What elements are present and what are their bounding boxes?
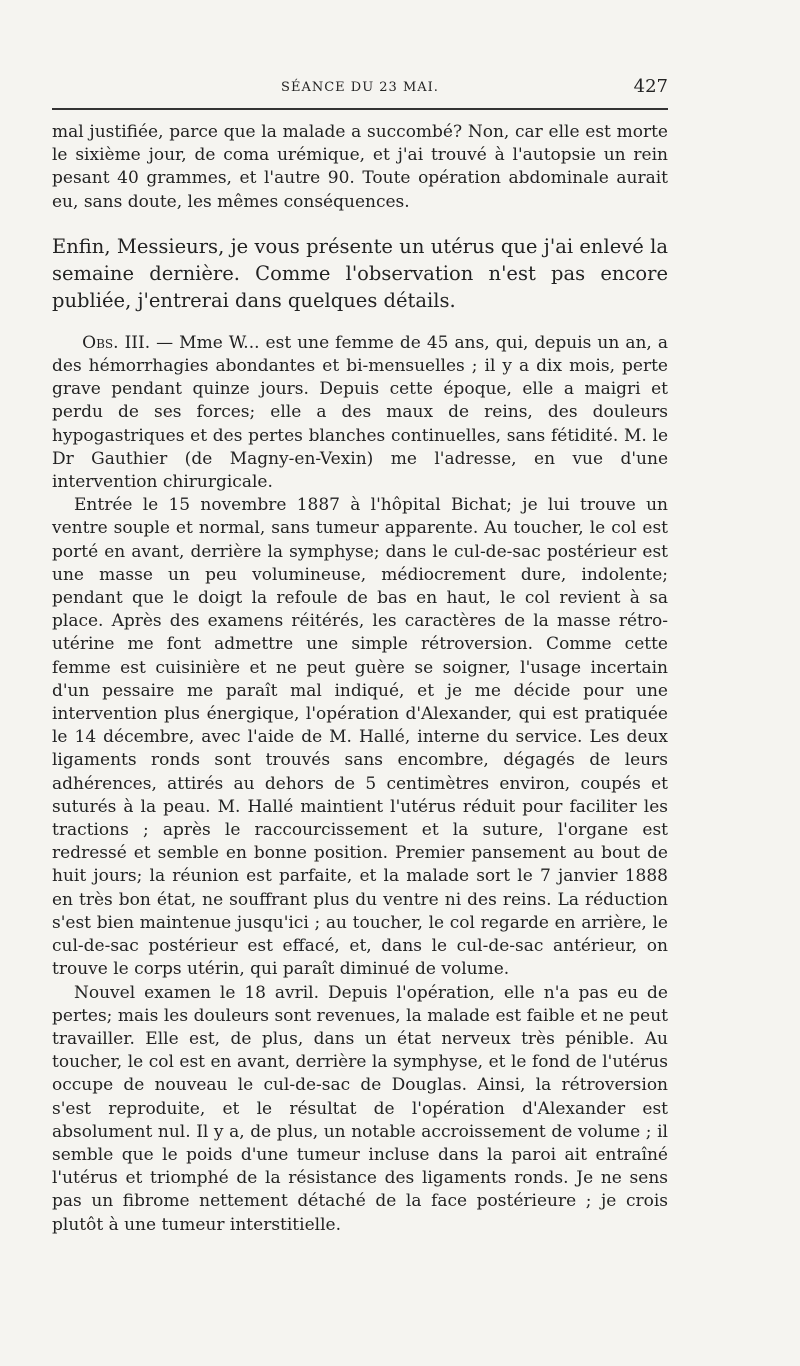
page-number: 427 xyxy=(633,76,668,97)
running-title: SÉANCE DU 23 MAI. xyxy=(281,80,439,95)
paragraph-1: mal justifiée, parce que la malade a succombé? Non, car elle est morte le sixième jour, de coma urémique, et j'ai trouvé à l'autopsie un rein pesant 40 grammes, et l'autre 90. Toute opération abdominale aurait eu, sans doute, les mêmes conséquences. xyxy=(52,122,668,212)
body-text xyxy=(52,121,668,1237)
header-rule xyxy=(52,108,668,110)
running-head xyxy=(52,76,668,100)
observation-label: Obs. III. xyxy=(82,332,151,353)
paragraph-4: Entrée le 15 novembre 1887 à l'hôpital Bichat; je lui trouve un ventre souple et normal, sans tumeur apparente. Au toucher, le col est porté en avant, derrière la symphyse; dans le cul-de-sac postérieur est une masse un peu volumineuse, médiocrement dure, indolente; pendant que le doigt la refoule de bas en haut, le col revient à sa place. Après des examens réitérés, les caractères de la masse rétro-utérine me font admettre une simple rétroversion. Comme cette femme est cuisinière et ne peut guère se soigner, l'usage incertain d'un pessaire me paraît mal indiqué, et je me décide pour une intervention plus énergique, l'opération d'Alexander, qui est pratiquée le 14 décembre, avec l'aide de M. Hallé, interne du service. Les deux ligaments ronds sont trouvés sans encombre, dégagés de leurs adhérences, attirés au dehors de 5 centimètres environ, coupés et suturés à la peau. M. Hallé maintient l'utérus réduit pour faciliter les tractions ; après le raccourcissement et la suture, l'organe est redressé et semble en bonne position. Premier pansement au bout de huit jours; la réunion est parfaite, et la malade sort le 7 janvier 1888 en très bon état, ne souffrant plus du ventre ni des reins. La réduction s'est bien maintenue jusqu'ici ; au toucher, le col regarde en arrière, le cul-de-sac postérieur est effacé, et, dans le cul-de-sac antérieur, on trouve le corps utérin, qui paraît diminué de volume. xyxy=(52,495,668,980)
observation-text: — Mme W... est une femme de 45 ans, qui, depuis un an, a des hémorrhagies abondantes et bi-mensuelles ; il y a dix mois, perte grave pendant quinze jours. Depuis cette époque, elle a maigri et perdu de ses forces; elle a des maux de reins, des douleurs hypogastriques et des pertes blanches continuelles, sans fétidité. M. le Dr Gauthier (de Magny-en-Vexin) me l'adresse, en vue d'une intervention chirurgicale. xyxy=(52,332,668,493)
paragraph-5: Nouvel examen le 18 avril. Depuis l'opération, elle n'a pas eu de pertes; mais les douleurs sont revenues, la malade est faible et ne peut travailler. Elle est, de plus, dans un état nerveux très pénible. Au toucher, le col est en avant, derrière la symphyse, et le fond de l'utérus occupe de nouveau le cul-de-sac de Douglas. Ainsi, la rétroversion s'est reproduite, et le résultat de l'opération d'Alexander est absolument nul. Il y a, de plus, un notable accroissement de volume ; il semble que le poids d'une tumeur incluse dans la paroi ait entraîné l'utérus et triomphé de la résistance des ligaments ronds. Je ne sens pas un fibrome nettement détaché de la face postérieure ; je crois plutôt à une tumeur interstitielle. xyxy=(52,982,668,1235)
paragraph-2: Enfin, Messieurs, je vous présente un utérus que j'ai enlevé la semaine dernière. Comme l'observation n'est pas encore publiée, j'entrerai dans quelques détails. xyxy=(52,234,668,312)
paragraph-3 xyxy=(52,332,668,494)
